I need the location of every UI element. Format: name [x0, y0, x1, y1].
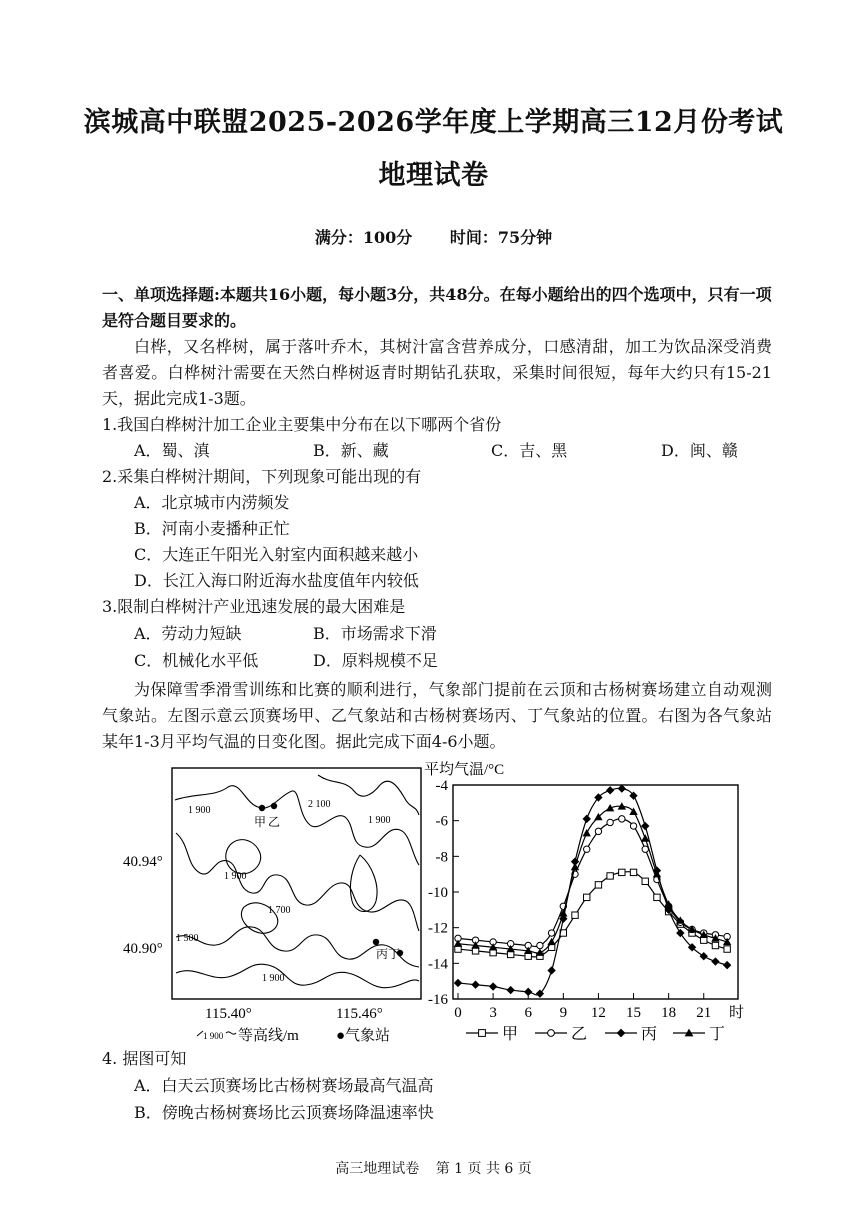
q4-option-b: B．傍晚古杨树赛场比云顶赛场降温速率快 — [134, 1103, 434, 1122]
passage-2: 为保障雪季滑雪训练和比赛的顺利进行，气象部门提前在云顶和古杨树赛场建立自动观测气象站。左图示意云顶赛场甲、乙气象站和古杨树赛场丙、丁气象站的位置。右图为各气象站某年1-3月平均气温的日变化图。据此完成下面4-6小题。 — [102, 680, 772, 751]
contour-label: 1 900 — [368, 815, 391, 826]
station-jia-marker — [259, 805, 265, 811]
series-line — [458, 788, 727, 995]
data-point — [619, 869, 625, 875]
x-tick-label: 15 — [626, 1005, 642, 1021]
temperature-chart — [424, 761, 744, 1043]
exam-meta — [0, 225, 867, 248]
contour-label: 1 900 — [262, 973, 285, 984]
q4-option-a: A．白天云顶赛场比古杨树赛场最高气温高 — [134, 1076, 434, 1095]
y-axis-label: 平均气温/°C — [424, 762, 505, 778]
x-tick-label: 6 — [524, 1005, 532, 1021]
data-point — [583, 815, 591, 823]
q1-option-b: B．新、藏 — [313, 441, 389, 460]
chart-plot-area — [453, 785, 738, 999]
footer-page-number: 第 1 页 共 6 页 — [435, 1161, 532, 1177]
x-tick-label: 21 — [696, 1005, 712, 1021]
station-bing-label: 丙 — [376, 947, 389, 961]
data-point — [584, 894, 590, 900]
x-tick-label: 18 — [661, 1005, 677, 1021]
chart-legend — [466, 1025, 725, 1043]
x-tick-label: 12 — [590, 1005, 606, 1021]
exam-title: 滨城高中联盟2025-2026学年度上学期高三12月份考试 — [83, 107, 784, 138]
q1-option-c: C．吉、黑 — [491, 441, 568, 460]
latitude-label: 40.94° — [123, 854, 163, 870]
data-point — [471, 981, 479, 989]
data-point — [642, 846, 648, 852]
contour-legend-sample: 1 900 — [203, 1031, 224, 1041]
contour-label: 2 100 — [308, 799, 331, 810]
y-tick-label: -8 — [435, 849, 448, 866]
station-legend-label: ●气象站 — [336, 1028, 391, 1044]
series-line — [458, 819, 727, 947]
station-yi-marker — [271, 803, 277, 809]
data-point — [595, 828, 601, 834]
series-1 — [455, 869, 731, 959]
data-point — [536, 948, 544, 955]
passage-1: 白桦，又名桦树，属于落叶乔木，其树汁富含营养成分，口感清甜，加工为饮品深受消费者喜爱。白桦树汁需要在天然白桦树返青时期钻孔获取，采集时间很短，每年大约只有15-21天，据此完成1-3题。 — [102, 337, 772, 408]
station-yi-label: 乙 — [268, 815, 281, 829]
data-point — [595, 882, 601, 888]
q3-option-b: B．市场需求下滑 — [313, 624, 437, 643]
data-point — [700, 952, 708, 960]
x-tick-label: 0 — [454, 1005, 462, 1021]
q3-option-d: D．原料规模不足 — [313, 651, 438, 670]
contour-legend-label: 等高线/m — [238, 1028, 299, 1044]
q1-option-a: A．蜀、滇 — [134, 441, 210, 460]
series-lines — [454, 784, 732, 997]
data-point — [537, 942, 543, 948]
data-point — [641, 822, 649, 830]
footer-subject: 高三地理试卷 — [335, 1161, 420, 1177]
contour-label: 1 900 — [188, 805, 211, 816]
data-point — [617, 1029, 626, 1038]
data-point — [506, 986, 514, 994]
data-point — [584, 846, 590, 852]
contour-legend-wave — [226, 1032, 236, 1034]
q2-option-a: A．北京城市内涝频发 — [134, 493, 290, 512]
series-2 — [455, 816, 731, 949]
data-point — [479, 1030, 486, 1037]
map-legend — [197, 1026, 390, 1044]
data-point — [547, 938, 555, 945]
data-point — [454, 979, 462, 987]
data-point — [607, 819, 613, 825]
series-line — [458, 872, 727, 957]
data-point — [547, 966, 555, 974]
data-point — [548, 1030, 555, 1037]
data-point — [524, 988, 532, 996]
legend-label: 甲 — [502, 1026, 519, 1043]
data-point — [723, 961, 731, 969]
page-footer — [0, 1158, 867, 1178]
contour-map-figure — [0, 755, 867, 1055]
q2-option-d: D．长江入海口附近海水盐度值年内较低 — [134, 571, 419, 590]
y-tick-label: -16 — [428, 992, 448, 1008]
question-2-stem: 2.采集白桦树汁期间，下列现象可能出现的有 — [102, 467, 422, 486]
station-bing-marker — [373, 939, 379, 945]
data-point — [654, 894, 660, 900]
question-3-stem: 3.限制白桦树汁产业迅速发展的最大困难是 — [102, 597, 406, 616]
q2-option-c: C．大连正午阳光入射室内面积越来越小 — [134, 545, 419, 564]
data-point — [619, 816, 625, 822]
station-ding-label: 丁 — [388, 947, 401, 961]
station-jia-label: 甲 — [254, 815, 267, 829]
contour-label: 1 500 — [176, 933, 199, 944]
data-point — [607, 873, 613, 879]
data-point — [630, 823, 636, 829]
data-point — [724, 946, 730, 952]
question-4-stem: 4. 据图可知 — [102, 1049, 187, 1068]
exam-time: 时间：75分钟 — [449, 228, 553, 247]
x-tick-label: 9 — [559, 1005, 568, 1021]
data-point — [712, 942, 718, 948]
exam-subject-title: 地理试卷 — [378, 160, 489, 191]
x-axis-label: 时 — [729, 1005, 745, 1021]
data-point — [642, 878, 648, 884]
y-tick-label: -14 — [428, 956, 448, 973]
data-point — [676, 929, 684, 937]
q1-option-d: D．闽、赣 — [661, 441, 738, 460]
y-tick-label: -12 — [428, 920, 448, 937]
longitude-label: 115.40° — [205, 1006, 252, 1022]
legend-label: 乙 — [571, 1026, 588, 1043]
q3-option-c: C．机械化水平低 — [134, 651, 259, 670]
data-point — [548, 930, 554, 936]
map-frame — [172, 768, 421, 999]
legend-label: 丁 — [709, 1026, 726, 1043]
data-point — [454, 940, 462, 947]
section-heading: 一、单项选择题:本题共16小题，每小题3分，共48分。在每小题给出的四个选项中，只有一项是符合题目要求的。 — [102, 285, 772, 330]
full-score: 满分：100分 — [314, 228, 413, 247]
latitude-label: 40.90° — [123, 941, 163, 957]
contour-label: 1 700 — [268, 905, 291, 916]
data-point — [583, 829, 591, 836]
q3-option-a: A．劳动力短缺 — [134, 624, 242, 643]
x-tick-label: 3 — [489, 1005, 497, 1021]
data-point — [711, 957, 719, 965]
contour-map — [123, 768, 421, 1044]
data-point — [489, 982, 497, 990]
legend-label: 丙 — [641, 1026, 658, 1043]
question-1-stem: 1.我国白桦树汁加工企业主要集中分布在以下哪两个省份 — [102, 415, 502, 434]
y-tick-label: -4 — [435, 778, 448, 794]
contour-label: 1 900 — [224, 871, 247, 882]
y-tick-label: -6 — [435, 813, 448, 830]
data-point — [606, 786, 614, 794]
y-tick-label: -10 — [428, 885, 448, 901]
q2-option-b: B．河南小麦播种正忙 — [134, 519, 290, 538]
longitude-label: 115.46° — [336, 1006, 383, 1022]
series-line — [458, 806, 727, 953]
data-point — [572, 912, 578, 918]
data-point — [630, 869, 636, 875]
